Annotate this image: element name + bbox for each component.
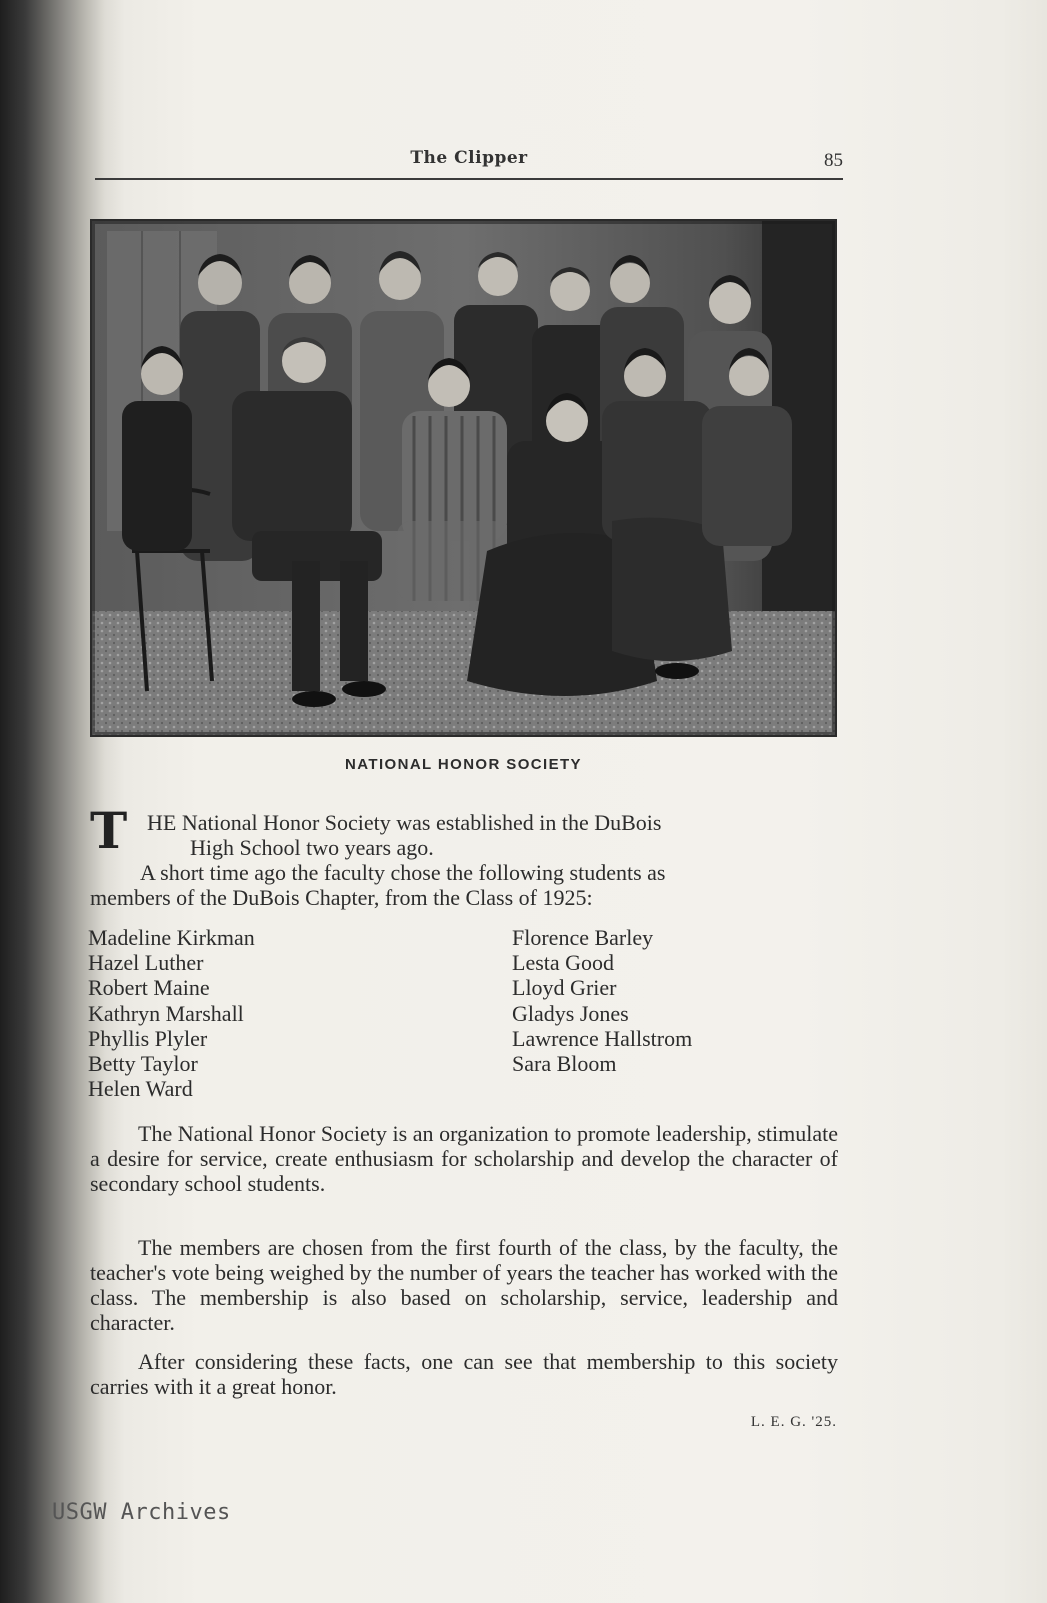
member-name: Madeline Kirkman xyxy=(88,925,255,950)
archive-watermark: USGW Archives xyxy=(52,1500,231,1525)
paragraph-conclusion: After considering these facts, one can see that membership to this society carries with it a great honor. xyxy=(90,1349,838,1399)
member-list-right xyxy=(512,925,692,1076)
drop-cap: T xyxy=(90,801,128,860)
page-header xyxy=(95,148,843,180)
member-name: Gladys Jones xyxy=(512,1000,629,1026)
member-list-left xyxy=(88,925,255,1101)
member-name: Lesta Good xyxy=(512,950,615,976)
group-photo-illustration xyxy=(92,221,835,735)
member-name: Lawrence Hallstrom xyxy=(512,1025,693,1051)
member-name: Lloyd Grier xyxy=(512,975,617,1001)
intro-line-3: A short time ago the faculty chose the following students as xyxy=(140,860,666,885)
paragraph-selection: The members are chosen from the first fourth of the class, by the faculty, the teacher's vote being weighed by the number of years the teacher has worked with the class. The membership is also based on scholarship, service, leadership and character. xyxy=(90,1235,838,1335)
paragraph-purpose: The National Honor Society is an organization to promote leadership, stimulate a desire for service, create enthusiasm for scholarship and develop the character of secondary school students. xyxy=(90,1121,838,1196)
intro-line-4: members of the DuBois Chapter, from the Class of 1925: xyxy=(90,885,593,910)
group-photo xyxy=(90,219,837,737)
author-signature: L. E. G. '25. xyxy=(750,1414,837,1430)
member-name: Kathryn Marshall xyxy=(88,1000,244,1026)
member-name: Robert Maine xyxy=(88,975,210,1001)
member-name: Florence Barley xyxy=(512,925,654,950)
member-name: Betty Taylor xyxy=(88,1051,198,1077)
intro-line-2: High School two years ago. xyxy=(190,835,434,860)
member-name: Phyllis Plyler xyxy=(88,1025,208,1051)
photo-caption: NATIONAL HONOR SOCIETY xyxy=(345,756,582,773)
member-name: Hazel Luther xyxy=(88,950,204,976)
intro-line-1: HE National Honor Society was established in the DuBois xyxy=(147,810,662,835)
member-name: Helen Ward xyxy=(88,1076,193,1102)
member-name: Sara Bloom xyxy=(512,1051,617,1077)
publication-title: The Clipper xyxy=(410,148,528,168)
page-number: 85 xyxy=(824,150,843,171)
